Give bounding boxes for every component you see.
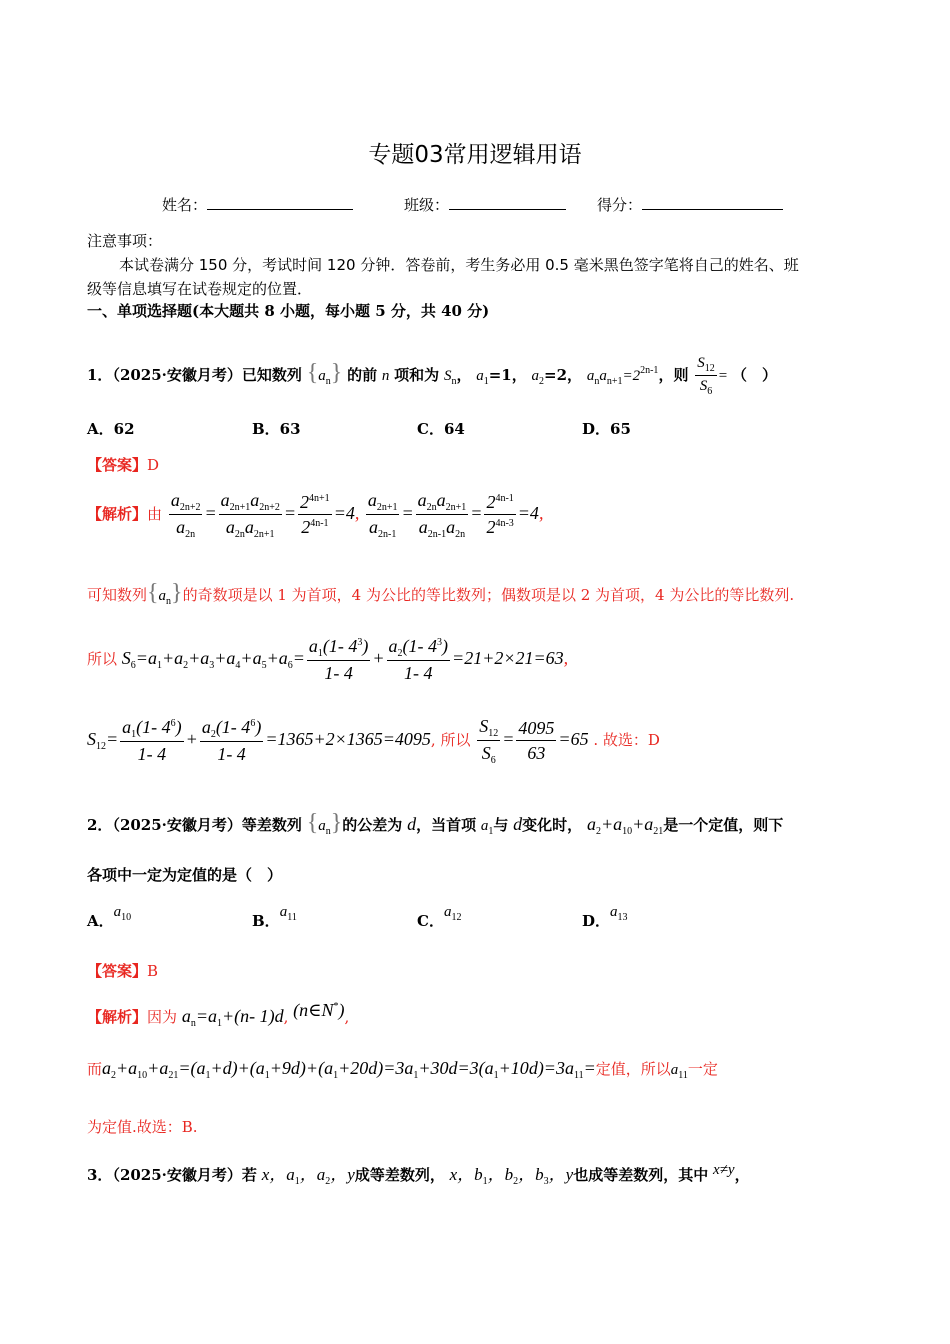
section-heading: 一、单项选择题(本大题共 8 小题，每小题 5 分，共 40 分)	[87, 302, 490, 320]
question-1: 1．（2025·安徽月考）已知数列 $\{a_n\}$ 的前 n 项和为 $S_n$， $a_1=1$， $a_2=2$， $a_na_{n+1}=2^{2n-1}$，则 $\frac{S_{12}}{S_6}$ = （ ）	[87, 355, 777, 397]
q1-option-c[interactable]: C．64	[417, 420, 465, 438]
q2-number: 2．	[87, 816, 113, 834]
q2-formula-an: $a_n=a_1+(n-$ 1)d	[181, 1006, 284, 1029]
q2-seq-an: $\{a_n\}$	[306, 810, 343, 837]
q1-text-8: （ ）	[731, 366, 777, 384]
q1-analysis-line4: $S_{12}=$ $\frac{a_1(1- 4^6)}{1- 4}$ + $\frac{a_2(1- 4^6)}{1- 4}$ =1365+2×1365=4095, 所以 $\frac{S_{12}}{S_6}$ = $\frac{4095}{63}$ =65 . 故选：D	[87, 716, 660, 766]
q3-text-3: 也成等差数列，其中	[573, 1166, 709, 1184]
question-2	[87, 810, 783, 837]
q1-answer-value: D	[147, 456, 160, 474]
q2-option-d[interactable]: D．$a_{13}$	[582, 904, 628, 930]
q3-text-1: 若	[241, 1166, 257, 1184]
q2-text-6: 是一个定值，则下	[663, 816, 784, 834]
q3-seq1: x，$a_1$，$a_2$，y	[261, 1165, 355, 1187]
q1-text-4: ，	[456, 366, 472, 384]
q3-condition: x≠y	[713, 1162, 735, 1178]
class-blank[interactable]	[449, 195, 566, 210]
q1-line3-lead: 所以	[87, 650, 118, 669]
q2-option-a[interactable]: A．$a_{10}$	[87, 904, 132, 930]
q1-a1: $a_1$	[476, 368, 489, 387]
q1-s12-formula: $S_{12}=$ $\frac{a_1(1- 4^6)}{1- 4}$ + $\frac{a_2(1- 4^6)}{1- 4}$ =1365+2×1365=4095	[87, 717, 431, 764]
q2-sum: $a_2+a_{10}+a_{21}$	[586, 814, 664, 837]
q1-line2-lead: 可知数列	[87, 586, 148, 604]
q1-text-1: 已知数列	[241, 366, 302, 384]
q2-formula-sum: $a_2+a_{10}+a_{21}=(a_1+d)+(a_1+9d)+(a_1+20d)=3a_1+30d=3(a_1+10d)=3a_{11}=$	[102, 1058, 596, 1081]
q1-source: （2025·安徽月考）	[112, 366, 242, 384]
q1-text-6: =2，	[544, 366, 583, 384]
q1-n: n	[381, 368, 390, 384]
q2-line2: 各项中一定为定值的是（ ）	[87, 866, 283, 884]
q2-option-b[interactable]: B．$a_{11}$	[252, 904, 297, 930]
q1-answer-label: 【答案】	[87, 456, 148, 474]
q1-sn: $S_n$	[443, 368, 457, 387]
q1-ratio: $\frac{S_{12}}{S_6}$	[697, 355, 715, 397]
q1-analysis-line3	[87, 636, 568, 684]
q1-s6-value: =21+2×21=63	[452, 648, 564, 669]
q2-analysis-line1: 【解析】因为 $a_n=a_1+(n-$ 1)d, (n∈N*),	[87, 1000, 350, 1029]
q2-line2-tail: 定值，所以	[595, 1060, 671, 1078]
q2-answer	[87, 960, 158, 981]
q1-option-a[interactable]: A．62	[87, 420, 135, 438]
q1-option-b[interactable]: B．63	[252, 420, 301, 438]
q1-line4-so: 所以	[440, 731, 471, 750]
q2-text-1: 等差数列	[241, 816, 302, 834]
q2-text-4: 与	[493, 816, 509, 834]
q2-text-5: 变化时，	[522, 816, 583, 834]
q2-option-c[interactable]: C．$a_{12}$	[417, 904, 462, 930]
q2-a1: $a_1$	[480, 818, 494, 837]
q1-option-d[interactable]: D．65	[582, 420, 631, 438]
q1-text-7: ，则	[658, 366, 689, 384]
q2-d2: d	[513, 814, 523, 834]
q2-analysis-label: 【解析】	[87, 1008, 148, 1026]
q1-text-3: 项和为	[394, 366, 440, 384]
q3-text-2: 成等差数列，	[354, 1166, 445, 1184]
notice-line2: 级等信息填写在试卷规定的位置．	[87, 280, 313, 298]
q1-line2-text: 的奇数项是以 1 为首项，4 为公比的等比数列；偶数项是以 2 为首项，4 为公比的等比数列.	[182, 586, 795, 604]
name-field[interactable]	[162, 194, 353, 215]
q1-recurrence: $a_na_{n+1}=2^{2n-1}$	[586, 365, 659, 387]
question-3	[87, 1160, 750, 1187]
q1-text-2: 的前	[347, 366, 378, 384]
q1-formula-1: $\frac{a_{2n+2}}{a_{2n}}$ = $\frac{a_{2n+1}a_{2n+2}}{a_{2n}a_{2n+1}}$ = $\frac{2^{4n+1}}{2^{4n-1}}$ =4, $\frac{a_{2n+1}}{a_{2n-1}}$ = $\frac{a_{2n}a_{2n+1}}{a_{2n-1}a_{2n}}$ = $\frac{2^{4n-1}}{2^{4n-3}}$ =4,	[170, 490, 544, 540]
q1-analysis-line2	[87, 580, 794, 607]
q2-answer-value: B	[147, 962, 159, 980]
q1-s6-formula: $S_6=a_1+a_2+a_3+a_4+a_5+a_6=$ $\frac{a_1(1- 4^3)}{1- 4}$ + $\frac{a_2(1- 4^3)}{1- 4}$ =21+2×21=63,	[121, 636, 569, 683]
score-blank[interactable]	[642, 195, 783, 210]
q1-analysis-label: 【解析】	[87, 505, 148, 524]
q2-analysis-line3: 为定值.故选：B.	[87, 1118, 198, 1136]
q1-ratio-result: $\frac{S_{12}}{S_6}$ = $\frac{4095}{63}$ =65	[479, 716, 589, 766]
q1-answer	[87, 454, 159, 475]
q1-analysis-line1	[87, 490, 543, 540]
q1-line2-seq: $\{a_n\}$	[147, 580, 183, 607]
q2-source: （2025·安徽月考）	[112, 816, 242, 834]
score-field[interactable]	[597, 194, 783, 215]
q1-s12-value: =1365+2×1365=4095	[265, 729, 431, 750]
score-label: 得分：	[597, 196, 643, 214]
q1-text-5: =1，	[488, 366, 527, 384]
q2-text-3: ，当首项	[416, 816, 477, 834]
q2-d: d	[407, 814, 417, 834]
q2-a11: $a_{11}$	[670, 1062, 688, 1081]
class-label: 班级：	[404, 196, 450, 214]
q2-analysis-lead: 因为	[147, 1008, 178, 1026]
q1-seq-an: $\{a_n\}$	[306, 360, 343, 387]
notice-line1: 本试卷满分 150 分，考试时间 120 分钟．答卷前，考生务必用 0.5 毫米黑色签字笔将自己的姓名、班	[119, 256, 799, 274]
q2-text-2: 的公差为	[342, 816, 403, 834]
q2-option-d-label: D．	[582, 912, 611, 930]
q2-option-c-label: C．	[417, 912, 444, 930]
q1-number: 1．	[87, 366, 113, 384]
q2-domain: (n∈N*)	[293, 1000, 345, 1020]
q2-answer-label: 【答案】	[87, 962, 148, 980]
name-blank[interactable]	[207, 195, 353, 210]
q1-ratio-value: =65	[558, 729, 589, 750]
q1-analysis-lead: 由	[147, 505, 163, 524]
q3-source: （2025·安徽月考）	[112, 1166, 242, 1184]
class-field[interactable]	[404, 194, 566, 215]
page-title: 专题03常用逻辑用语	[368, 142, 582, 168]
q1-line4-end: . 故选：D	[593, 731, 660, 750]
q2-line2-tail2: 一定	[687, 1060, 718, 1078]
q2-option-a-label: A．	[87, 912, 114, 930]
notice-heading: 注意事项：	[87, 232, 163, 250]
q1-a2: $a_2$	[531, 368, 545, 387]
q3-number: 3．	[87, 1166, 113, 1184]
q3-text-4: ，	[734, 1166, 750, 1184]
q2-analysis-line2	[87, 1058, 718, 1081]
q3-seq2: x，$b_1$，$b_2$，$b_3$，y	[449, 1165, 574, 1187]
q2-option-b-label: B．	[252, 912, 280, 930]
name-label: 姓名：	[162, 196, 208, 214]
q2-line2-lead: 而	[87, 1060, 103, 1078]
